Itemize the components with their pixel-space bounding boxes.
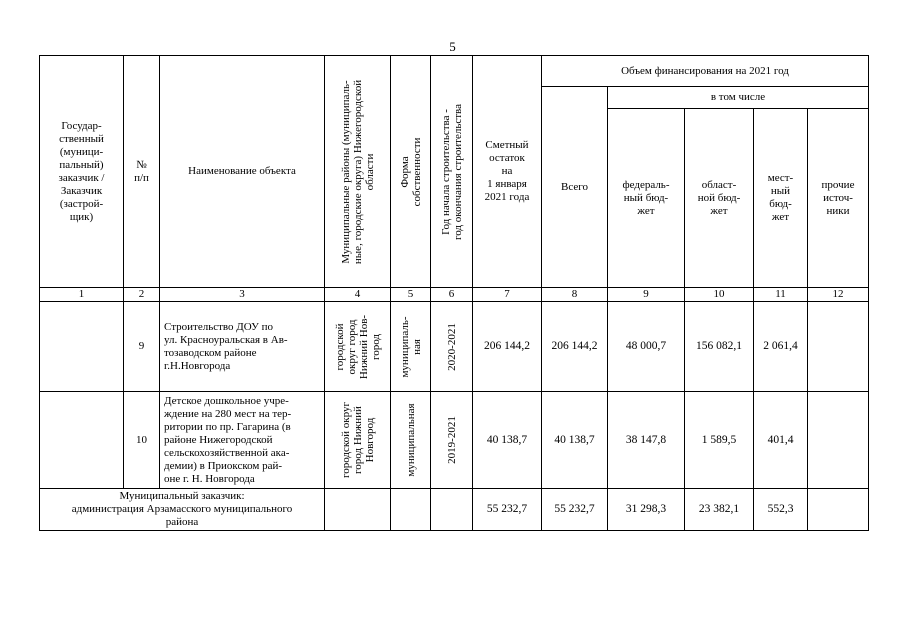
column-number: 9 — [608, 288, 685, 302]
row-years-text: 2019-2021 — [445, 416, 458, 464]
header-number: № п/п — [124, 56, 160, 288]
summary-estimate: 55 232,7 — [473, 489, 542, 531]
column-number: 2 — [124, 288, 160, 302]
row-other — [808, 392, 869, 489]
row-district-text: городской округ город Нижний Нов- город — [333, 314, 382, 379]
summary-label: Муниципальный заказчик: администрация Арзамасского муниципального района — [40, 489, 325, 531]
header-estimate: Сметный остаток на 1 января 2021 года — [473, 56, 542, 288]
row-object-name: Детское дошкольное учре- ждение на 280 мест на тер- ритории по пр. Гагарина (в районе Нижегородской сельскохозяйственной ака- демии) в Приокском рай- оне г. Н. Новгорода — [160, 392, 325, 489]
summary-total: 55 232,7 — [542, 489, 608, 531]
row-ownership-text: муниципальная — [404, 403, 417, 477]
row-customer — [40, 392, 124, 489]
column-number: 11 — [754, 288, 808, 302]
summary-ownership — [391, 489, 431, 531]
row-estimate: 206 144,2 — [473, 302, 542, 392]
column-number: 10 — [685, 288, 754, 302]
row-ownership — [391, 392, 431, 489]
row-total: 40 138,7 — [542, 392, 608, 489]
summary-other — [808, 489, 869, 531]
table-row — [40, 302, 869, 392]
summary-regional: 23 382,1 — [685, 489, 754, 531]
header-ownership — [391, 56, 431, 288]
column-number: 8 — [542, 288, 608, 302]
row-ownership — [391, 302, 431, 392]
column-number: 3 — [160, 288, 325, 302]
row-years-text: 2020-2021 — [445, 322, 458, 371]
header-customer: Государ- ственный (муници- пальный) заказчик / Заказчик (застрой- щик) — [40, 56, 124, 288]
header-districts-text: Муниципальные районы (муниципаль- ные, городские округа) Нижегородской области — [339, 79, 376, 264]
header-local: мест- ный бюд- жет — [754, 109, 808, 288]
column-number-row — [40, 288, 869, 302]
row-regional: 1 589,5 — [685, 392, 754, 489]
header-including: в том числе — [608, 87, 869, 109]
row-district — [325, 302, 391, 392]
summary-years — [431, 489, 473, 531]
row-federal: 48 000,7 — [608, 302, 685, 392]
row-federal: 38 147,8 — [608, 392, 685, 489]
column-number: 6 — [431, 288, 473, 302]
header-row-1 — [40, 56, 869, 87]
table-row — [40, 392, 869, 489]
header-years — [431, 56, 473, 288]
summary-district — [325, 489, 391, 531]
summary-local: 552,3 — [754, 489, 808, 531]
header-object-name: Наименование объекта — [160, 56, 325, 288]
row-total: 206 144,2 — [542, 302, 608, 392]
column-number: 12 — [808, 288, 869, 302]
header-federal: федераль- ный бюд- жет — [608, 109, 685, 288]
header-total: Всего — [542, 87, 608, 288]
row-other — [808, 302, 869, 392]
column-number: 1 — [40, 288, 124, 302]
row-estimate: 40 138,7 — [473, 392, 542, 489]
header-years-text: Год начала строительства - год окончания строительства — [439, 103, 464, 240]
column-number: 7 — [473, 288, 542, 302]
header-ownership-text: Форма собственности — [398, 137, 423, 206]
row-object-name: Строительство ДОУ по ул. Красноуральская в Ав- тозаводском районе г.Н.Новгорода — [160, 302, 325, 392]
row-customer — [40, 302, 124, 392]
row-regional: 156 082,1 — [685, 302, 754, 392]
summary-row — [40, 489, 869, 531]
row-district-text: городской округ город Нижний Новгород — [339, 401, 376, 479]
row-years — [431, 302, 473, 392]
row-number: 9 — [124, 302, 160, 392]
column-number: 5 — [391, 288, 431, 302]
header-districts — [325, 56, 391, 288]
row-years — [431, 392, 473, 489]
column-number: 4 — [325, 288, 391, 302]
financing-table — [39, 55, 869, 531]
header-regional: област- ной бюд- жет — [685, 109, 754, 288]
row-local: 2 061,4 — [754, 302, 808, 392]
row-district — [325, 392, 391, 489]
header-other: прочие источ- ники — [808, 109, 869, 288]
summary-federal: 31 298,3 — [608, 489, 685, 531]
row-ownership-text: муниципаль- ная — [398, 315, 423, 378]
header-financing: Объем финансирования на 2021 год — [542, 56, 869, 87]
row-local: 401,4 — [754, 392, 808, 489]
row-number: 10 — [124, 392, 160, 489]
page-number: 5 — [449, 39, 456, 54]
